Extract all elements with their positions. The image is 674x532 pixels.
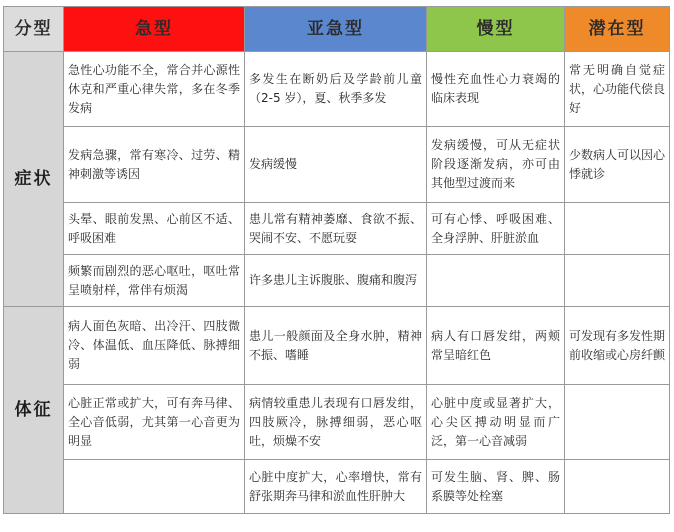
- cell-signs-3-subacute: 心脏中度扩大，心率增快，常有舒张期奔马律和淤血性肝肿大: [245, 460, 427, 514]
- header-row: [4, 7, 670, 52]
- header-type: 分型: [4, 7, 64, 52]
- cell-signs-1-chronic: 病人有口唇发绀，两颊常呈暗红色: [427, 307, 565, 385]
- cell-symptoms-2-chronic: 发病缓慢，可从无症状阶段逐渐发病，亦可由其他型过渡而来: [427, 127, 565, 203]
- cell-symptoms-2-acute: 发病急骤，常有寒冷、过劳、精神刺激等诱因: [64, 127, 245, 203]
- header-acute: 急型: [64, 7, 245, 52]
- cell-signs-3-acute: [64, 460, 245, 514]
- header-latent: 潜在型: [565, 7, 670, 52]
- cell-symptoms-4-acute: 频繁而剧烈的恶心呕吐，呕吐常呈喷射样，常伴有烦渴: [64, 255, 245, 307]
- keshan-disease-classification-table: [3, 6, 670, 514]
- cell-signs-2-chronic: 心脏中度或显著扩大，心尖区搏动明显而广泛，第一心音减弱: [427, 385, 565, 460]
- table-row: [4, 255, 670, 307]
- cell-signs-2-subacute: 病情较重患儿表现有口唇发绀，四肢厥冷，脉搏细弱，恶心呕吐，烦燥不安: [245, 385, 427, 460]
- cell-symptoms-2-subacute: 发病缓慢: [245, 127, 427, 203]
- table-row: [4, 203, 670, 255]
- cell-symptoms-1-subacute: 多发生在断奶后及学龄前儿童（2-5 岁），夏、秋季多发: [245, 52, 427, 127]
- cell-symptoms-4-subacute: 许多患儿主诉腹胀、腹痛和腹泻: [245, 255, 427, 307]
- table-row: [4, 460, 670, 514]
- cell-symptoms-1-latent: 常无明确自觉症状，心功能代偿良好: [565, 52, 670, 127]
- cell-symptoms-3-chronic: 可有心悸、呼吸困难、全身浮肿、肝脏淤血: [427, 203, 565, 255]
- cell-signs-2-acute: 心脏正常或扩大，可有奔马律、全心音低弱，尤其第一心音更为明显: [64, 385, 245, 460]
- cell-signs-1-subacute: 患儿一般颜面及全身水肿，精神不振、嗜睡: [245, 307, 427, 385]
- cell-symptoms-1-acute: 急性心功能不全，常合并心源性休克和严重心律失常，多在冬季发病: [64, 52, 245, 127]
- table-row: [4, 307, 670, 385]
- cell-signs-1-latent: 可发现有多发性期前收缩或心房纤颤: [565, 307, 670, 385]
- cell-signs-1-acute: 病人面色灰暗、出冷汗、四肢微冷、体温低、血压降低、脉搏细弱: [64, 307, 245, 385]
- section-label-signs: 体征: [4, 307, 64, 514]
- section-label-symptoms: 症状: [4, 52, 64, 307]
- header-subacute: 亚急型: [245, 7, 427, 52]
- cell-symptoms-2-latent: 少数病人可以因心悸就诊: [565, 127, 670, 203]
- table-row: [4, 385, 670, 460]
- cell-signs-2-latent: [565, 385, 670, 460]
- cell-symptoms-3-latent: [565, 203, 670, 255]
- cell-signs-3-chronic: 可发生脑、肾、脾、肠系膜等处栓塞: [427, 460, 565, 514]
- cell-symptoms-4-latent: [565, 255, 670, 307]
- table-row: [4, 127, 670, 203]
- table-row: [4, 52, 670, 127]
- cell-symptoms-3-acute: 头晕、眼前发黑、心前区不适、呼吸困难: [64, 203, 245, 255]
- cell-symptoms-3-subacute: 患儿常有精神萎靡、食欲不振、哭闹不安、不愿玩耍: [245, 203, 427, 255]
- cell-symptoms-4-chronic: [427, 255, 565, 307]
- header-chronic: 慢型: [427, 7, 565, 52]
- cell-signs-3-latent: [565, 460, 670, 514]
- cell-symptoms-1-chronic: 慢性充血性心力衰竭的临床表现: [427, 52, 565, 127]
